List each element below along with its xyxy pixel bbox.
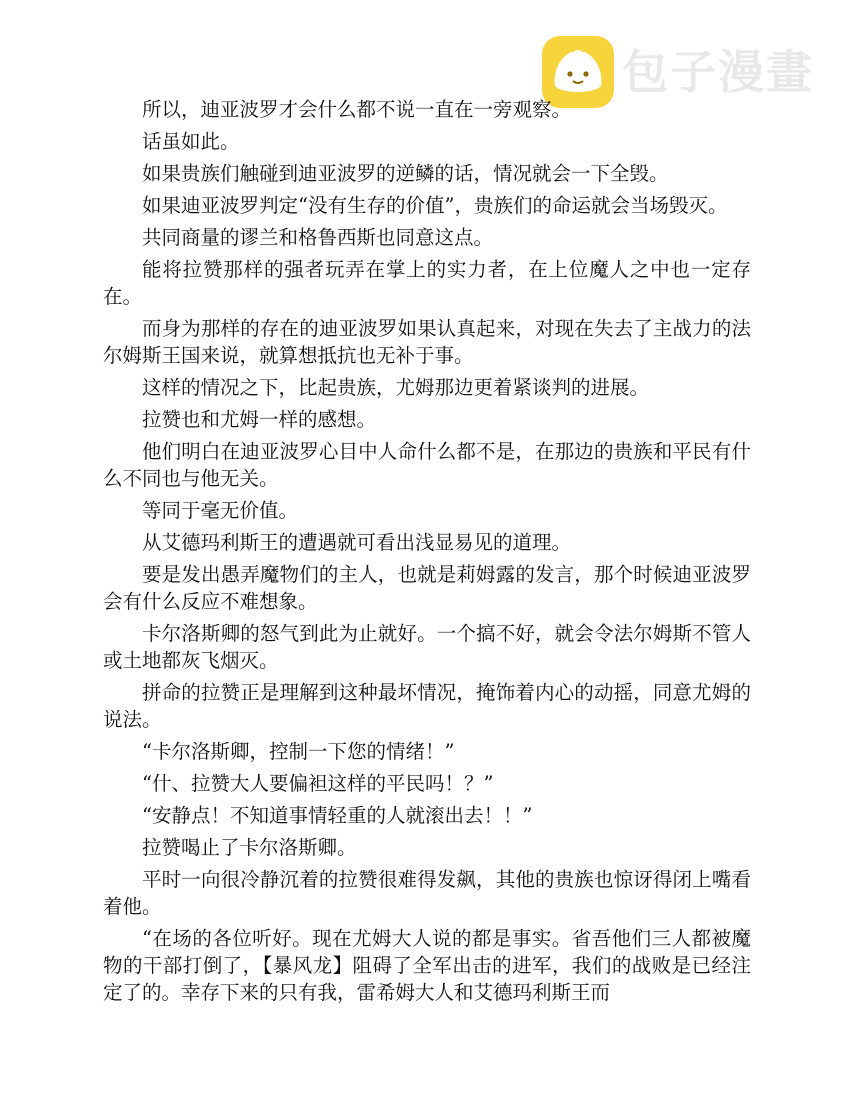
paragraph: 如果贵族们触碰到迪亚波罗的逆鳞的话，情况就会一下全毁。 [142, 162, 669, 185]
paragraph: 共同商量的谬兰和格鲁西斯也同意这点。 [142, 226, 494, 249]
paragraph: 能将拉赞那样的强者玩弄在掌上的实力者，在上位魔人之中也一定存在。 [103, 258, 751, 308]
novel-text [103, 96, 751, 1011]
paragraph: 卡尔洛斯卿的怒气到此为止就好。一个搞不好，就会令法尔姆斯不管人或土地都灰飞烟灭。 [103, 622, 751, 672]
paragraph: 等同于毫无价值。 [142, 499, 299, 522]
paragraph: 拉赞也和尤姆一样的感想。 [142, 408, 377, 431]
paragraph: 所以，迪亚波罗才会什么都不说一直在一旁观察。 [142, 98, 572, 121]
paragraph: 他们明白在迪亚波罗心目中人命什么都不是，在那边的贵族和平民有什么不同也与他无关。 [103, 440, 751, 490]
paragraph: 从艾德玛利斯王的遭遇就可看出浅显易见的道理。 [142, 531, 572, 554]
paragraph: 这样的情况之下，比起贵族，尤姆那边更着紧谈判的进展。 [142, 376, 650, 399]
paragraph: 话虽如此。 [142, 130, 240, 153]
dialogue-line: “卡尔洛斯卿，控制一下您的情绪！” [142, 740, 455, 763]
dialogue-line: “在场的各位听好。现在尤姆大人说的都是事实。省吾他们三人都被魔物的干部打倒了，【暴风龙】阻碍了全军出击的进军，我们的战败是已经注定了的。幸存下来的只有我，雷希姆大人和艾德玛利斯王而 [103, 927, 751, 1004]
paragraph: 拼命的拉赞正是理解到这种最坏情况，掩饰着内心的动摇，同意尤姆的说法。 [103, 681, 751, 731]
paragraph: 拉赞喝止了卡尔洛斯卿。 [142, 836, 357, 859]
dialogue-line: “安静点！不知道事情轻重的人就滚出去！！” [142, 804, 533, 827]
paragraph: 要是发出愚弄魔物们的主人，也就是莉姆露的发言，那个时候迪亚波罗会有什么反应不难想象。 [103, 563, 751, 613]
paragraph: 平时一向很冷静沉着的拉赞很难得发飙，其他的贵族也惊讶得闭上嘴看着他。 [103, 868, 751, 918]
dialogue-line: “什、拉赞大人要偏袒这样的平民吗！？” [142, 772, 494, 795]
paragraph: 如果迪亚波罗判定“没有生存的价值”，贵族们的命运就会当场毁灭。 [142, 194, 728, 217]
watermark-text: 包子漫畫 [622, 45, 814, 99]
paragraph: 而身为那样的存在的迪亚波罗如果认真起来，对现在失去了主战力的法尔姆斯王国来说，就算想抵抗也无补于事。 [103, 317, 751, 367]
